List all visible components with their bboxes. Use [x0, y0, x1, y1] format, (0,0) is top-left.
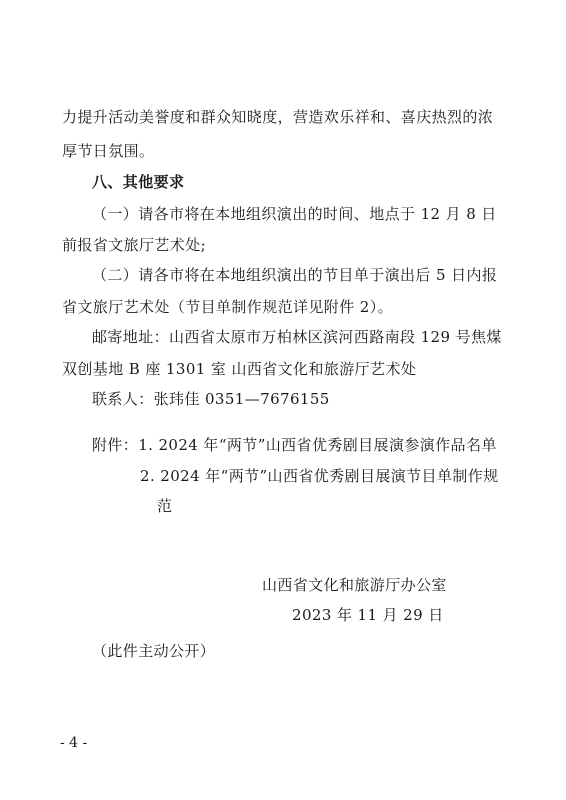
attachment-item-2-continued: 范: [157, 497, 173, 515]
attachment-item-1: 附件：1. 2024 年“两节”山西省优秀剧目展演参演作品名单: [92, 436, 497, 454]
contact-person: 联系人：张玮佳 0351—7676155: [92, 390, 330, 408]
requirement-item-1: （一）请各市将在本地组织演出的时间、地点于 12 月 8 日: [92, 205, 497, 223]
requirement-item-1-continued: 前报省文旅厅艺术处;: [62, 236, 207, 254]
requirement-item-2-continued: 省文旅厅艺术处（节目单制作规范详见附件 2）。: [62, 298, 394, 316]
attachment-item-2: 2. 2024 年“两节”山西省优秀剧目展演节目单制作规: [140, 467, 499, 485]
paragraph-line: 厚节日氛围。: [62, 142, 155, 160]
issuing-organization: 山西省文化和旅游厅办公室: [262, 576, 447, 594]
page-number: - 4 -: [60, 735, 88, 751]
disclosure-note: （此件主动公开）: [92, 642, 216, 660]
mailing-address-continued: 双创基地 B 座 1301 室 山西省文化和旅游厅艺术处: [62, 360, 417, 378]
issue-date: 2023 年 11 月 29 日: [292, 606, 444, 624]
paragraph-line: 力提升活动美誉度和群众知晓度，营造欢乐祥和、喜庆热烈的浓: [62, 108, 494, 126]
mailing-address: 邮寄地址：山西省太原市万柏林区滨河西路南段 129 号焦煤: [92, 328, 502, 346]
section-heading: 八、其他要求: [92, 173, 185, 191]
requirement-item-2: （二）请各市将在本地组织演出的节目单于演出后 5 日内报: [92, 266, 498, 284]
